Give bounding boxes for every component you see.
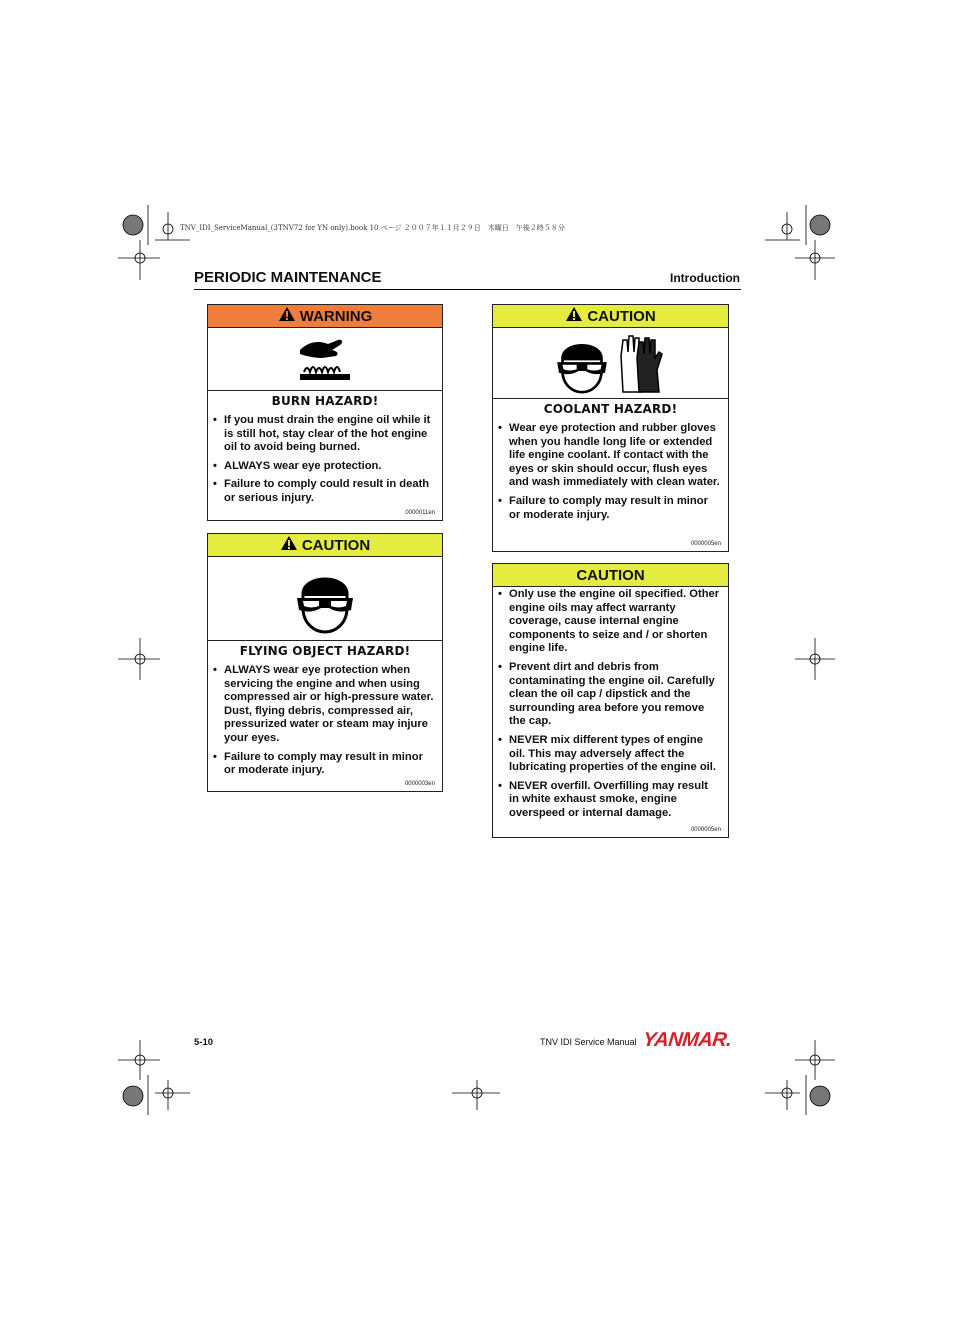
rubber-gloves-icon — [617, 332, 667, 394]
goggles-face-icon — [295, 564, 355, 634]
caution-flying-panel — [207, 533, 443, 792]
caution-bar — [208, 534, 442, 557]
list-item: • NEVER overfill. Overfilling may result in white exhaust smoke, engine overspeed or internal damage. — [509, 780, 720, 821]
caution-signal-word: CAUTION — [301, 536, 371, 554]
caution-bar — [493, 564, 728, 587]
goggles-face-icon — [555, 332, 609, 394]
coolant-hazard-title: COOLANT HAZARD! — [543, 402, 678, 416]
flying-object-hazard-title: FLYING OBJECT HAZARD! — [239, 644, 411, 658]
caution-signal-word: CAUTION — [576, 566, 645, 584]
caution-coolant-panel — [492, 304, 729, 552]
list-item: • ALWAYS wear eye protection. — [224, 460, 434, 474]
list-item: • Only use the engine oil specified. Other engine oils may affect warranty coverage, cause internal engine components to seize and / or shorten engine life. — [509, 588, 720, 656]
label-code: 0000005en — [690, 827, 721, 833]
manual-title: TNV IDI Service Manual — [540, 1037, 637, 1047]
hot-liquid-hand-icon — [296, 336, 354, 382]
caution-bar — [493, 305, 728, 328]
list-item: • Failure to comply could result in death or serious injury. — [224, 478, 434, 505]
burn-hazard-title: BURN HAZARD! — [271, 394, 379, 408]
list-item: • If you must drain the engine oil while it is still hot, stay clear of the hot engine oil to avoid being burned. — [224, 414, 434, 455]
burn-pictogram — [208, 328, 442, 391]
list-item: • Failure to comply may result in minor or moderate injury. — [509, 495, 720, 522]
list-item: • Wear eye protection and rubber gloves when you handle long life or extended life engine coolant. If contact with the eyes or skin should occur, flush eyes and wash immediately with clean water. — [509, 422, 720, 490]
list-item: • Failure to comply may result in minor or moderate injury. — [224, 751, 434, 778]
label-code: 0000003en — [404, 781, 435, 787]
caution-oil-panel — [492, 563, 729, 838]
warning-signal-word: WARNING — [299, 307, 373, 325]
list-item: • Prevent dirt and debris from contaminating the engine oil. Carefully clean the oil cap / dipstick and the surrounding area before you remove the cap. — [509, 661, 720, 729]
engine-oil-caution-list — [493, 588, 728, 821]
warning-burn-panel — [207, 304, 443, 521]
page-number: 5-10 — [194, 1037, 214, 1048]
warning-triangle-icon — [280, 535, 298, 555]
list-item: • NEVER mix different types of engine oil. This may adversely affect the lubricating properties of the engine oil. — [509, 734, 720, 775]
eye-protection-pictogram — [208, 557, 442, 641]
subsection-title: Introduction — [670, 271, 740, 285]
coolant-pictogram — [493, 328, 728, 399]
warning-bar — [208, 305, 442, 328]
warning-triangle-icon — [278, 306, 296, 326]
yanmar-logo: YANMAR. — [641, 1029, 733, 1051]
print-info-line: TNV_IDI_ServiceManual_(3TNV72 for YN only).book 10 ページ ２００７年１１月２９日 木曜日 午後２時５８分 — [180, 224, 565, 232]
burn-hazard-list — [208, 414, 442, 506]
coolant-hazard-list — [493, 422, 728, 522]
caution-signal-word: CAUTION — [587, 307, 656, 325]
flying-object-hazard-list — [208, 664, 442, 778]
section-title: PERIODIC MAINTENANCE — [194, 269, 382, 286]
header-rule — [194, 289, 741, 290]
label-code: 0000005en — [690, 541, 721, 547]
list-item: • ALWAYS wear eye protection when servicing the engine and when using compressed air or high-pressure water. Dust, flying debris, compressed air, pressurized water or steam may injure your eyes. — [224, 664, 434, 746]
label-code: 0000011en — [405, 510, 435, 516]
warning-triangle-icon — [565, 306, 583, 326]
